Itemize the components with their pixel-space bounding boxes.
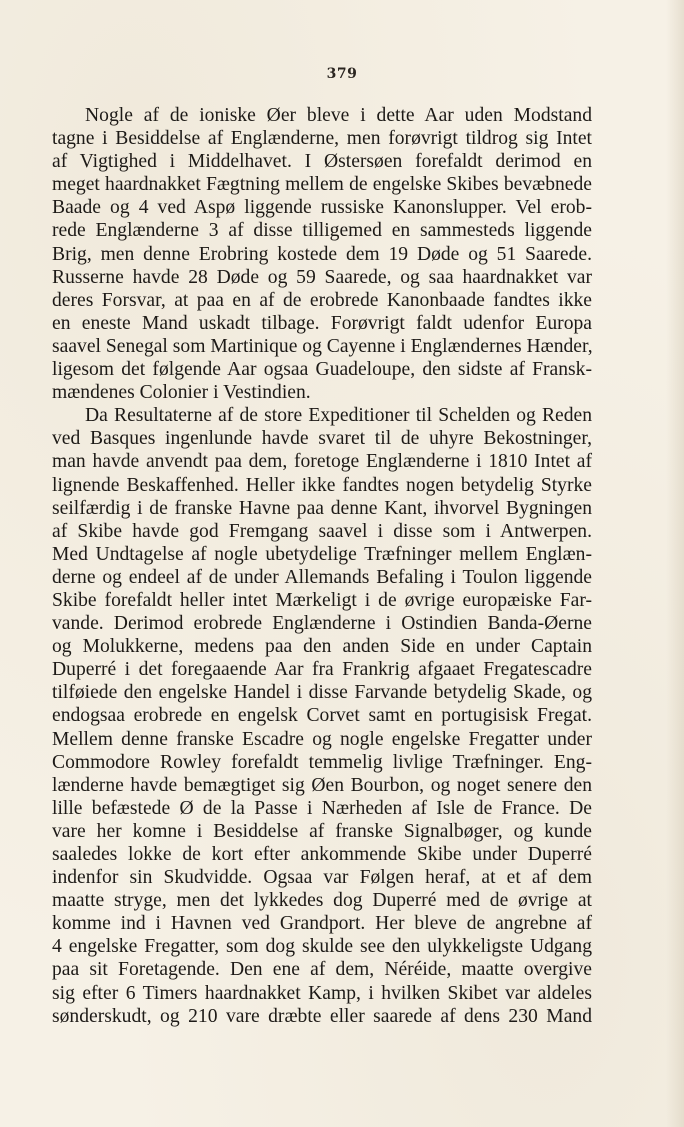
text-line: lænderne havde bemægtiget sig Øen Bourbon, og noget senere den — [52, 774, 592, 796]
text-line: endogsaa erobrede en engelsk Corvet samt en portugisisk Fregat. — [52, 705, 592, 727]
text-line: rede Englænderne 3 af disse tilligemed en sammesteds liggende — [52, 220, 592, 242]
text-line: maatte stryge, men det lykkedes dog Duperré med de øvrige at — [52, 890, 592, 912]
text-line: man havde anvendt paa dem, foretoge Englænderne i 1810 Intet af — [52, 451, 592, 473]
text-line: sig efter 6 Timers haardnakket Kamp, i hvilken Skibet var aldeles — [52, 982, 592, 1004]
text-line: lille befæstede Ø de la Passe i Nærheden af Isle de France. De — [52, 797, 592, 819]
text-line: komme ind i Havnen ved Grandport. Her bleve de angrebne af — [52, 913, 592, 935]
text-line: og Molukkerne, medens paa den anden Side en under Captain — [52, 636, 592, 658]
text-line: af Skibe havde god Fremgang saavel i disse som i Antwerpen. — [52, 520, 592, 542]
text-line: Commodore Rowley forefaldt temmelig livlige Træfninger. Eng- — [52, 751, 592, 773]
text-line: deres Forsvar, at paa en af de erobrede Kanonbaade fandtes ikke — [52, 289, 592, 311]
text-line: sønderskudt, og 210 vare dræbte eller saarede af dens 230 Mand — [52, 1005, 592, 1027]
page-edge-shading — [666, 0, 684, 1127]
text-line: ved Basques ingenlunde havde svaret til de uhyre Bekostninger, — [52, 428, 592, 450]
text-line: paa sit Foretagende. Den ene af dem, Néréide, maatte overgive — [52, 959, 592, 981]
text-line: tilføiede den engelske Handel i disse Farvande betydelig Skade, og — [52, 682, 592, 704]
text-line: saavel Senegal som Martinique og Cayenne i Englændernes Hænder, — [52, 335, 593, 357]
text-line: vare her komne i Besiddelse af franske Signalbøger, og kunde — [52, 820, 592, 842]
text-line: mændenes Colonier i Vestindien. — [52, 382, 311, 404]
text-line: Duperré i det foregaaende Aar fra Frankrig afgaaet Fregatescadre — [52, 659, 592, 681]
text-line: Russerne havde 28 Døde og 59 Saarede, og saa haardnakket var — [52, 266, 592, 288]
text-line: indenfor sin Skudvidde. Ogsaa var Følgen heraf, at et af dem — [52, 867, 592, 889]
page-number: 379 — [326, 66, 358, 82]
text-line: lignende Beskaffenhed. Heller ikke fandtes nogen betydelig Styrke — [52, 474, 592, 496]
text-line: seilfærdig i de franske Havne paa denne Kant, ihvorvel Bygningen — [52, 497, 592, 519]
text-line: en eneste Mand uskadt tilbage. Forøvrigt faldt udenfor Europa — [52, 312, 592, 334]
text-line: tagne i Besiddelse af Englænderne, men forøvrigt tildrog sig Intet — [52, 128, 592, 150]
text-line: ligesom det følgende Aar ogsaa Guadeloupe, den sidste af Fransk- — [52, 359, 592, 381]
text-line: meget haardnakket Fægtning mellem de engelske Skibes bevæbnede — [52, 174, 592, 196]
text-line: saaledes lokke de kort efter ankommende Skibe under Duperré — [52, 844, 592, 865]
text-line: Baade og 4 ved Aspø liggende russiske Kanonslupper. Vel erob- — [52, 197, 592, 219]
text-line: af Vigtighed i Middelhavet. I Østersøen forefaldt derimod en — [52, 151, 592, 173]
text-line: Nogle af de ioniske Øer bleve i dette Aar uden Modstand — [85, 105, 592, 126]
text-line: Mellem denne franske Escadre og nogle engelske Fregatter under — [52, 728, 592, 750]
text-line: Da Resultaterne af de store Expeditioner til Schelden og Reden — [85, 405, 592, 427]
text-line: Brig, men denne Erobring kostede dem 19 Døde og 51 Saarede. — [52, 243, 592, 265]
text-line: 4 engelske Fregatter, som dog skulde see den ulykkeligste Udgang — [52, 936, 592, 958]
text-line: Med Undtagelse af nogle ubetydelige Træfninger mellem Englæn- — [52, 543, 592, 565]
text-line: vande. Derimod erobrede Englænderne i Ostindien Banda-Øerne — [52, 613, 592, 635]
text-line: derne og endeel af de under Allemands Befaling i Toulon liggende — [52, 566, 592, 588]
text-line: Skibe forefaldt heller intet Mærkeligt i de øvrige europæiske Far- — [52, 589, 592, 611]
body-text — [52, 104, 592, 1028]
